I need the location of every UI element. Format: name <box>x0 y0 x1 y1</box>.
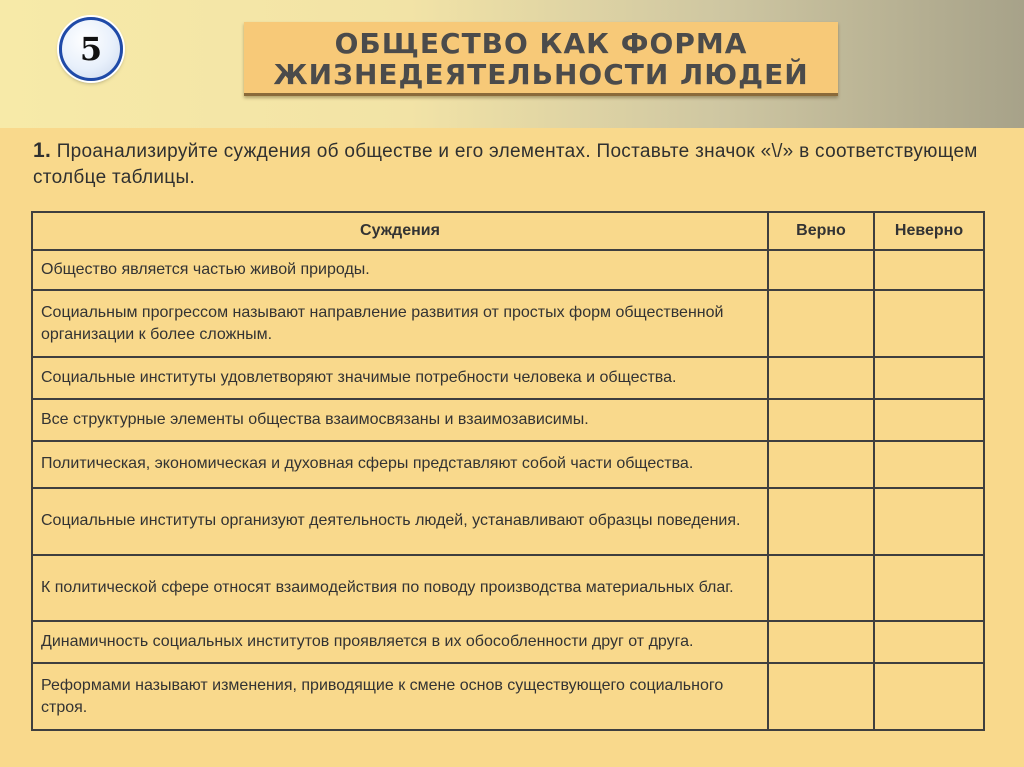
table-row <box>32 488 984 555</box>
header-judgements: Суждения <box>32 212 768 250</box>
judgement-text: Динамичность социальных институтов проявляется в их обособленности друг от друга. <box>32 621 768 663</box>
true-checkbox-cell[interactable] <box>768 399 874 440</box>
false-checkbox-cell[interactable] <box>874 290 984 357</box>
judgement-text: Все структурные элементы общества взаимосвязаны и взаимозависимы. <box>32 399 768 440</box>
header-true: Верно <box>768 212 874 250</box>
table-row <box>32 357 984 399</box>
table-row <box>32 399 984 440</box>
false-checkbox-cell[interactable] <box>874 357 984 399</box>
table-row <box>32 621 984 663</box>
title-plate <box>244 22 838 96</box>
false-checkbox-cell[interactable] <box>874 555 984 622</box>
table-row <box>32 290 984 357</box>
slide-number-badge <box>59 17 123 81</box>
judgement-text: Социальным прогрессом называют направление развития от простых форм общественной организации к более сложным. <box>32 290 768 357</box>
table-row <box>32 441 984 488</box>
judgement-text: К политической сфере относят взаимодействия по поводу производства материальных благ. <box>32 555 768 622</box>
false-checkbox-cell[interactable] <box>874 488 984 555</box>
table-header-row <box>32 212 984 250</box>
true-checkbox-cell[interactable] <box>768 357 874 399</box>
false-checkbox-cell[interactable] <box>874 621 984 663</box>
true-checkbox-cell[interactable] <box>768 621 874 663</box>
table-row <box>32 250 984 290</box>
false-checkbox-cell[interactable] <box>874 399 984 440</box>
false-checkbox-cell[interactable] <box>874 441 984 488</box>
table-row <box>32 555 984 622</box>
header-false: Неверно <box>874 212 984 250</box>
task-number: 1. <box>33 139 52 162</box>
judgement-text: Общество является частью живой природы. <box>32 250 768 290</box>
judgement-text: Социальные институты организуют деятельность людей, устанавливают образцы поведения. <box>32 488 768 555</box>
true-checkbox-cell[interactable] <box>768 441 874 488</box>
judgement-text: Социальные институты удовлетворяют значимые потребности человека и общества. <box>32 357 768 399</box>
false-checkbox-cell[interactable] <box>874 663 984 730</box>
judgement-text: Политическая, экономическая и духовная сферы представляют собой части общества. <box>32 441 768 488</box>
judgements-table <box>31 211 985 731</box>
slide-number: 5 <box>79 30 103 68</box>
true-checkbox-cell[interactable] <box>768 290 874 357</box>
true-checkbox-cell[interactable] <box>768 663 874 730</box>
title-line-2: ЖИЗНЕДЕЯТЕЛЬНОСТИ ЛЮДЕЙ <box>273 58 809 91</box>
true-checkbox-cell[interactable] <box>768 555 874 622</box>
true-checkbox-cell[interactable] <box>768 488 874 555</box>
task-instruction <box>33 138 993 191</box>
task-text: Проанализируйте суждения об обществе и его элементах. Поставьте значок «\/» в соответствующем столбце таблицы. <box>33 141 978 188</box>
title-line-1: ОБЩЕСТВО КАК ФОРМА <box>334 27 748 60</box>
true-checkbox-cell[interactable] <box>768 250 874 290</box>
false-checkbox-cell[interactable] <box>874 250 984 290</box>
judgement-text: Реформами называют изменения, приводящие к смене основ существующего социального строя. <box>32 663 768 730</box>
table-row <box>32 663 984 730</box>
